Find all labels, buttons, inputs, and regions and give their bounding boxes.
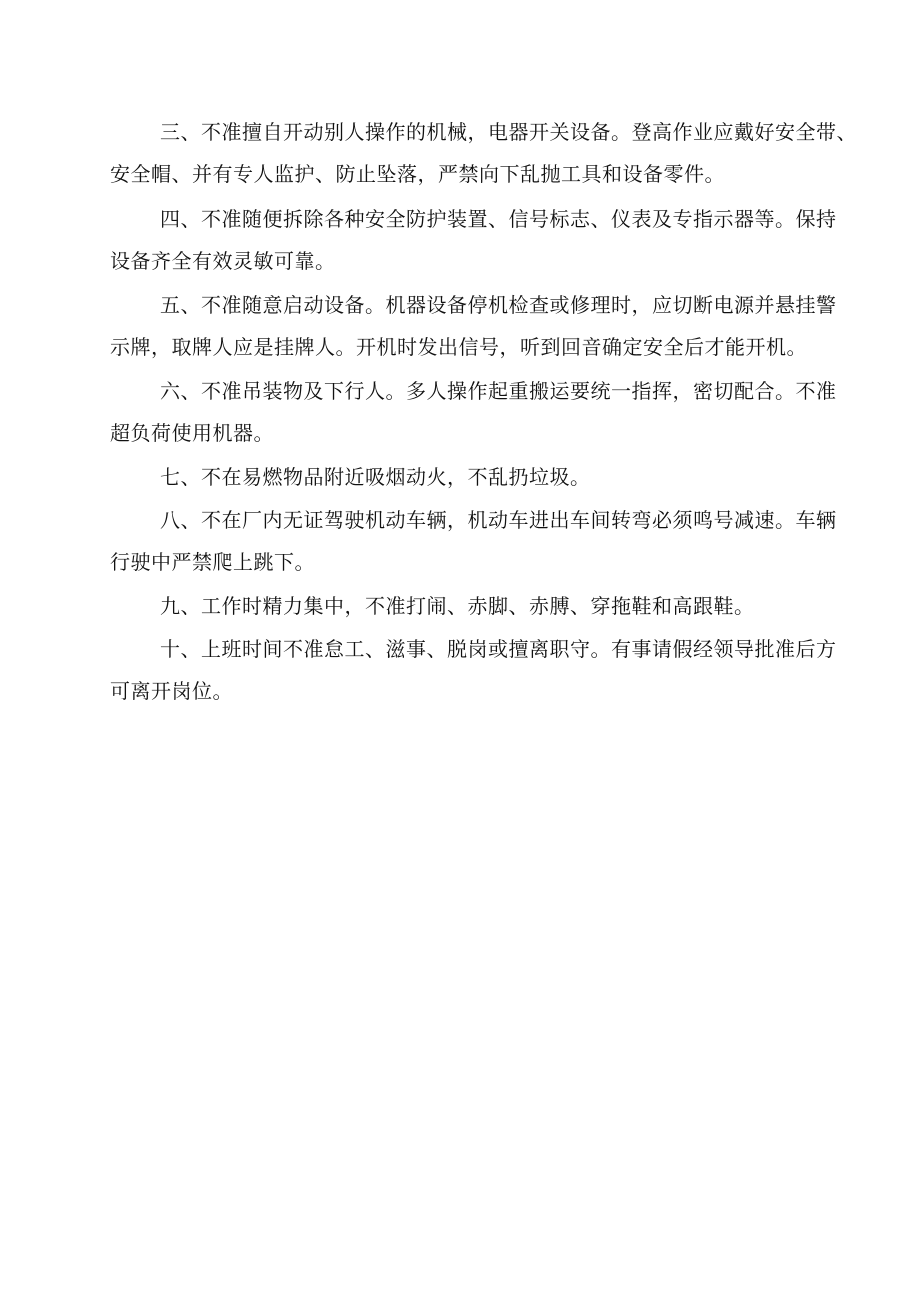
rule-10-line-1: 十、上班时间不准怠工、滋事、脱岗或擅离职守。有事请假经领导批准后方	[160, 637, 837, 661]
rule-6-line-2: 超负荷使用机器。	[110, 421, 274, 445]
rule-3-line-1: 三、不准擅自开动别人操作的机械，电器开关设备。登高作业应戴好安全带、	[160, 120, 857, 144]
rule-7-line-1: 七、不在易燃物品附近吸烟动火，不乱扔垃圾。	[160, 465, 591, 489]
rule-8-line-1: 八、不在厂内无证驾驶机动车辆，机动车进出车间转弯必须鸣号减速。车辆	[160, 508, 837, 532]
rule-4-line-2: 设备齐全有效灵敏可靠。	[110, 249, 336, 273]
rule-5-line-1: 五、不准随意启动设备。机器设备停机检查或修理时，应切断电源并悬挂警	[160, 293, 837, 317]
rule-6-line-1: 六、不准吊装物及下行人。多人操作起重搬运要统一指挥，密切配合。不准	[160, 379, 837, 403]
rule-3-line-2: 安全帽、并有专人监护、防止坠落，严禁向下乱抛工具和设备零件。	[110, 162, 725, 186]
rule-9-line-1: 九、工作时精力集中，不准打闹、赤脚、赤膊、穿拖鞋和高跟鞋。	[160, 594, 755, 618]
rule-4-line-1: 四、不准随便拆除各种安全防护装置、信号标志、仪表及专指示器等。保持	[160, 207, 837, 231]
rule-8-line-2: 行驶中严禁爬上跳下。	[110, 550, 315, 574]
rule-10-line-2: 可离开岗位。	[110, 679, 233, 703]
rule-5-line-2: 示牌，取牌人应是挂牌人。开机时发出信号，听到回音确定安全后才能开机。	[110, 335, 807, 359]
